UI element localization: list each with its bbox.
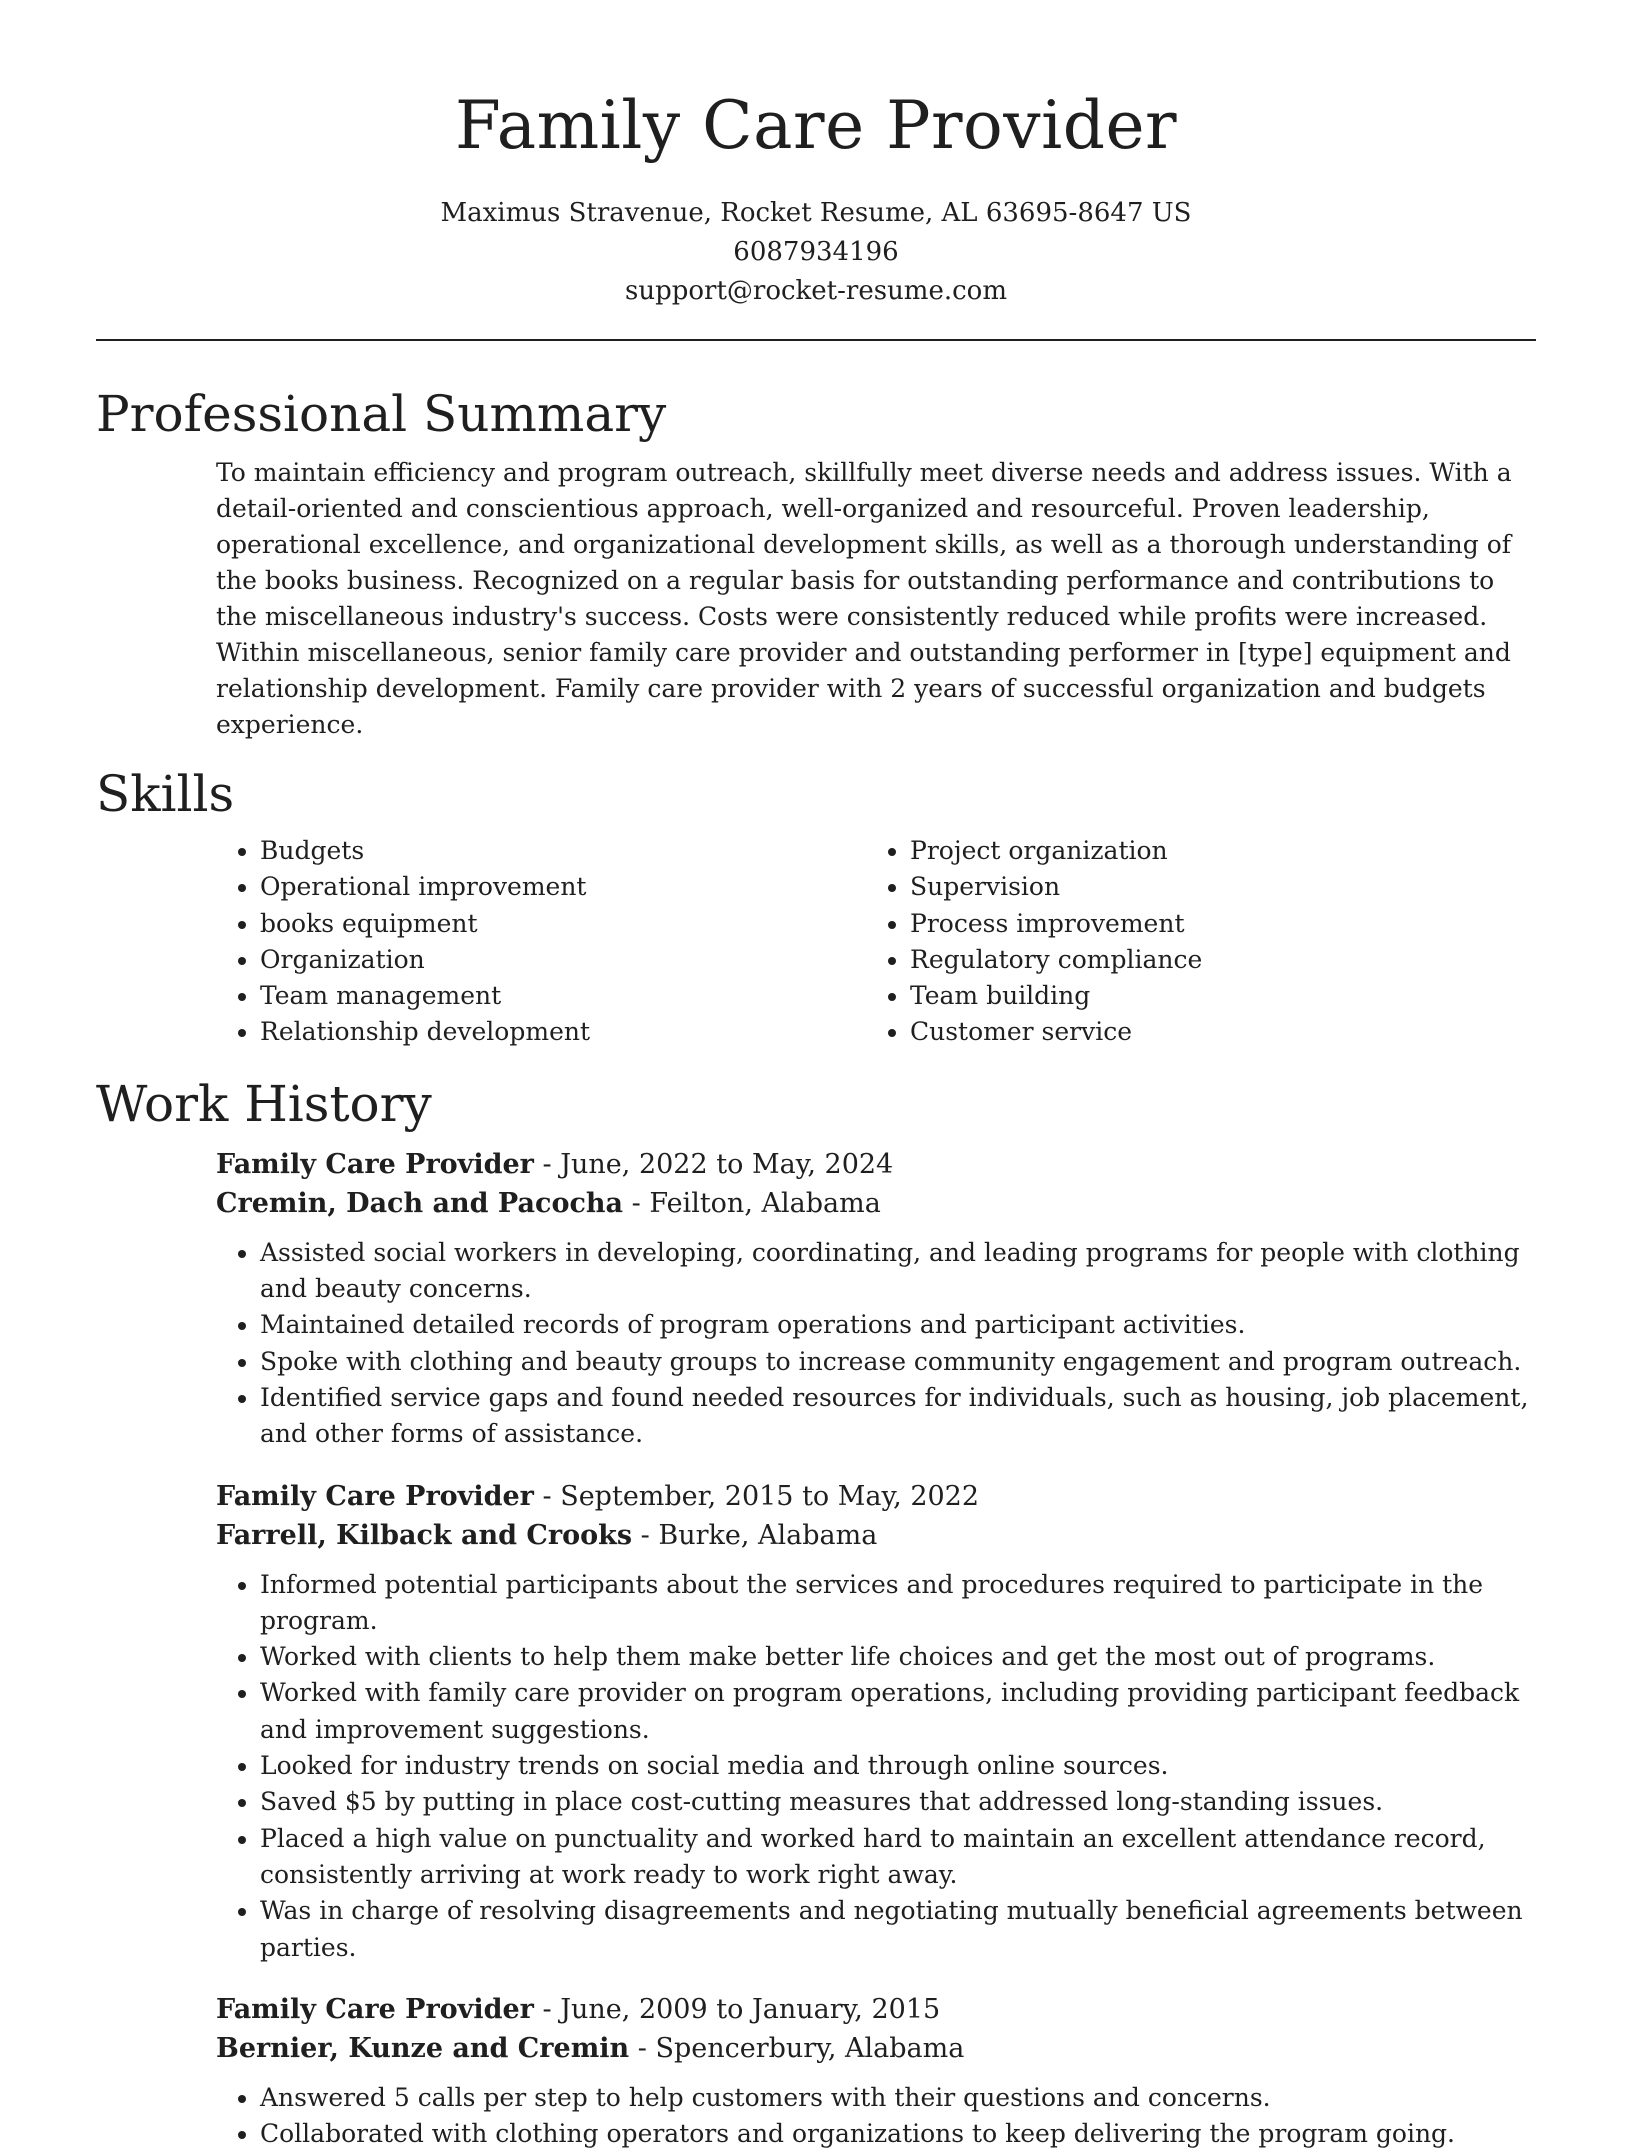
skill-item: • Supervision xyxy=(910,869,1516,905)
job-dates: - June, 2009 to January, 2015 xyxy=(533,1993,941,2025)
contact-email: support@rocket-resume.com xyxy=(624,276,1007,306)
skill-item: • Process improvement xyxy=(910,906,1516,942)
job-bullet: • Was in charge of resolving disagreements and negotiating mutually beneficial agreements between parties. xyxy=(260,1893,1536,1966)
contact-phone: 6087934196 xyxy=(733,237,899,267)
job-role: Family Care Provider xyxy=(216,1480,534,1512)
skills-section xyxy=(216,833,1536,1051)
job-location: - Spencerbury, Alabama xyxy=(629,2032,965,2064)
job-company-line xyxy=(216,1516,1536,1555)
job-dates: - June, 2022 to May, 2024 xyxy=(533,1148,894,1180)
job-role: Family Care Provider xyxy=(216,1993,534,2025)
work-history-heading: Work History xyxy=(96,1074,432,1133)
job-location: - Feilton, Alabama xyxy=(623,1187,881,1219)
skill-item: • Relationship development xyxy=(260,1014,866,1050)
job-bullets xyxy=(216,1567,1536,1966)
skill-item: • Operational improvement xyxy=(260,869,866,905)
skill-item: • Budgets xyxy=(260,833,866,869)
resume-name: Family Care Provider xyxy=(454,87,1178,164)
job-bullets xyxy=(216,1235,1536,1453)
job-dates: - September, 2015 to May, 2022 xyxy=(533,1480,980,1512)
job-bullet: • Answered 5 calls per step to help customers with their questions and concerns. xyxy=(260,2080,1536,2116)
job-company-line xyxy=(216,2029,1536,2068)
skills-column-left xyxy=(216,833,866,1051)
job-role: Family Care Provider xyxy=(216,1148,534,1180)
job-bullet: • Identified service gaps and found needed resources for individuals, such as housing, job placement, and other forms of assistance. xyxy=(260,1380,1536,1453)
summary-heading: Professional Summary xyxy=(96,385,667,443)
job-location: - Burke, Alabama xyxy=(632,1519,878,1551)
job-company: Cremin, Dach and Pacocha xyxy=(216,1187,624,1219)
summary-text: To maintain efficiency and program outreach, skillfully meet diverse needs and address issues. With a detail-oriented and conscientious approach, well-organized and resourceful. Proven leadership, operational excellence, and organizational development skills, as well as a thorough understanding of the books business. Recognized on a regular basis for outstanding performance and contributions to the miscellaneous industry's success. Costs were consistently reduced while profits were increased. Within miscellaneous, senior family care provider and outstanding performer in [type] equipment and relationship development. Family care provider with 2 years of successful organization and budgets experience. xyxy=(216,458,1512,739)
job-title-line xyxy=(216,1990,1536,2029)
job-bullet: • Worked with clients to help them make better life choices and get the most out of programs. xyxy=(260,1639,1536,1675)
job-title-line xyxy=(216,1145,1536,1184)
job-entry xyxy=(216,1477,1536,1966)
job-bullet: • Saved $5 by putting in place cost-cutting measures that addressed long-standing issues. xyxy=(260,1784,1536,1820)
header-divider xyxy=(96,339,1536,341)
job-entry xyxy=(216,1990,1536,2152)
skill-item: • books equipment xyxy=(260,906,866,942)
skill-item: • Regulatory compliance xyxy=(910,942,1516,978)
skill-item: • Team management xyxy=(260,978,866,1014)
resume-page xyxy=(96,0,1536,2152)
job-bullet: • Looked for industry trends on social media and through online sources. xyxy=(260,1748,1536,1784)
contact-address: Maximus Stravenue, Rocket Resume, AL 63695-8647 US xyxy=(440,198,1192,228)
job-entry xyxy=(216,1145,1536,1453)
job-bullet: • Worked with family care provider on program operations, including providing participant feedback and improvement suggestions. xyxy=(260,1675,1536,1748)
work-history-section xyxy=(216,1145,1536,2152)
skill-item: • Team building xyxy=(910,978,1516,1014)
job-bullet: • Collaborated with clothing operators and organizations to keep delivering the program going. xyxy=(260,2116,1536,2152)
job-bullet: • Maintained detailed records of program operations and participant activities. xyxy=(260,1307,1536,1343)
job-company: Farrell, Kilback and Crooks xyxy=(216,1519,633,1551)
job-bullets xyxy=(216,2080,1536,2152)
job-company-line xyxy=(216,1184,1536,1223)
job-bullet: • Placed a high value on punctuality and worked hard to maintain an excellent attendance record, consistently arriving at work ready to work right away. xyxy=(260,1821,1536,1894)
skills-column-right xyxy=(866,833,1516,1051)
job-company: Bernier, Kunze and Cremin xyxy=(216,2032,630,2064)
skill-item: • Project organization xyxy=(910,833,1516,869)
skill-item: • Organization xyxy=(260,942,866,978)
job-title-line xyxy=(216,1477,1536,1516)
skills-heading: Skills xyxy=(96,765,235,823)
job-bullet: • Assisted social workers in developing, coordinating, and leading programs for people with clothing and beauty concerns. xyxy=(260,1235,1536,1308)
skills-grid xyxy=(216,833,1536,1051)
job-bullet: • Informed potential participants about the services and procedures required to participate in the program. xyxy=(260,1567,1536,1640)
resume-header xyxy=(96,0,1536,311)
contact-block xyxy=(96,194,1536,311)
skill-item: • Customer service xyxy=(910,1014,1516,1050)
job-bullet: • Spoke with clothing and beauty groups to increase community engagement and program outreach. xyxy=(260,1344,1536,1380)
